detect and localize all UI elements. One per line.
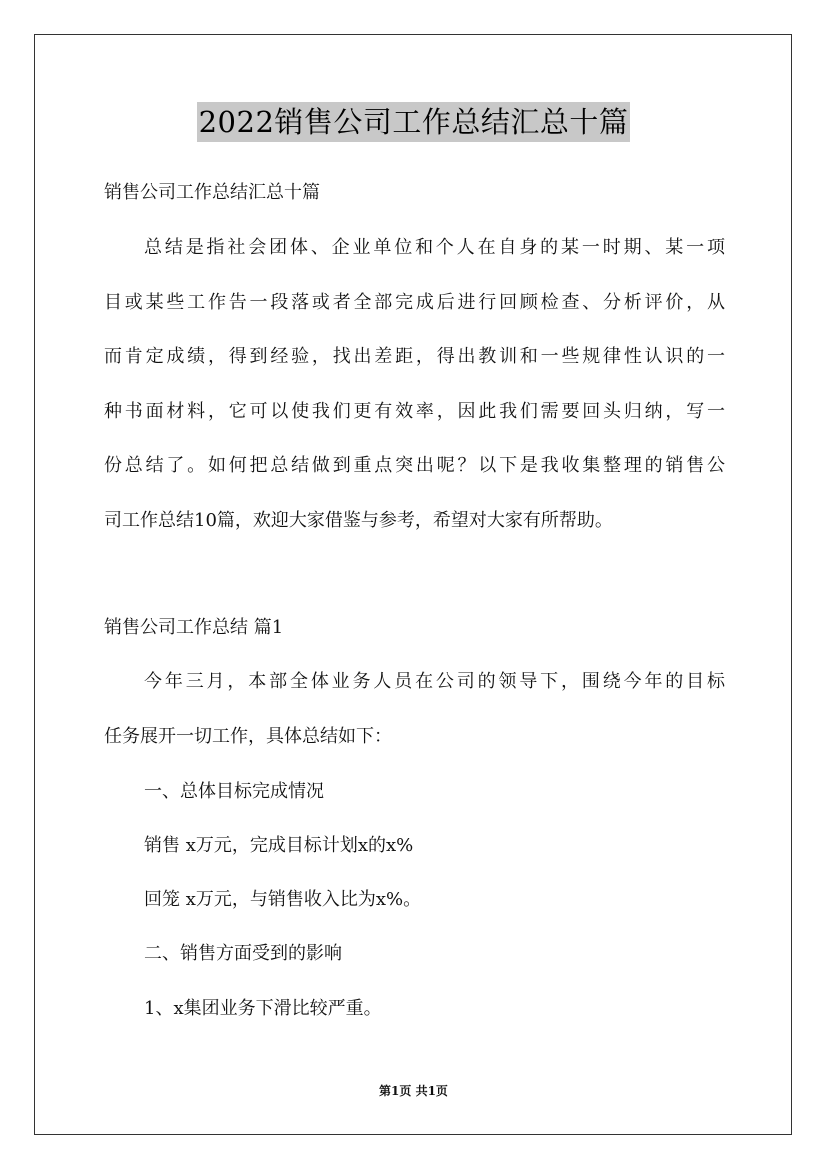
body-paragraph-line: 销售 x万元，完成目标计划x的x%: [144, 835, 414, 856]
document-title: 2022销售公司工作总结汇总十篇: [197, 102, 631, 142]
body-paragraph-line: 1、x集团业务下滑比较严重。: [144, 998, 382, 1019]
body-heading-line: 一、总体目标完成情况: [144, 781, 324, 802]
body-paragraph-line: 任务展开一切工作，具体总结如下：: [104, 726, 392, 747]
intro-paragraph-line: 司工作总结10篇，欢迎大家借鉴与参考，希望对大家有所帮助。: [104, 510, 613, 531]
intro-paragraph-line: 总结是指社会团体、企业单位和个人在自身的某一时期、某一项: [144, 237, 725, 258]
page-number-footer: 第1页 共1页: [379, 1084, 448, 1098]
intro-paragraph-line: 种书面材料，它可以使我们更有效率，因此我们需要回头归纳，写一: [104, 401, 725, 422]
section-heading: 销售公司工作总结 篇1: [104, 617, 284, 638]
body-paragraph-line: 今年三月，本部全体业务人员在公司的领导下，围绕今年的目标: [144, 671, 725, 692]
intro-paragraph-line: 目或某些工作告一段落或者全部完成后进行回顾检查、分析评价，从: [104, 292, 725, 313]
intro-paragraph-line: 而肯定成绩，得到经验，找出差距，得出教训和一些规律性认识的一: [104, 346, 725, 367]
body-heading-line: 二、销售方面受到的影响: [144, 943, 342, 964]
title-container: [0, 102, 827, 142]
intro-paragraph-line: 份总结了。如何把总结做到重点突出呢？以下是我收集整理的销售公: [104, 455, 725, 476]
body-paragraph-line: 回笼 x万元，与销售收入比为x%。: [144, 889, 422, 910]
document-subtitle: 销售公司工作总结汇总十篇: [104, 182, 320, 203]
